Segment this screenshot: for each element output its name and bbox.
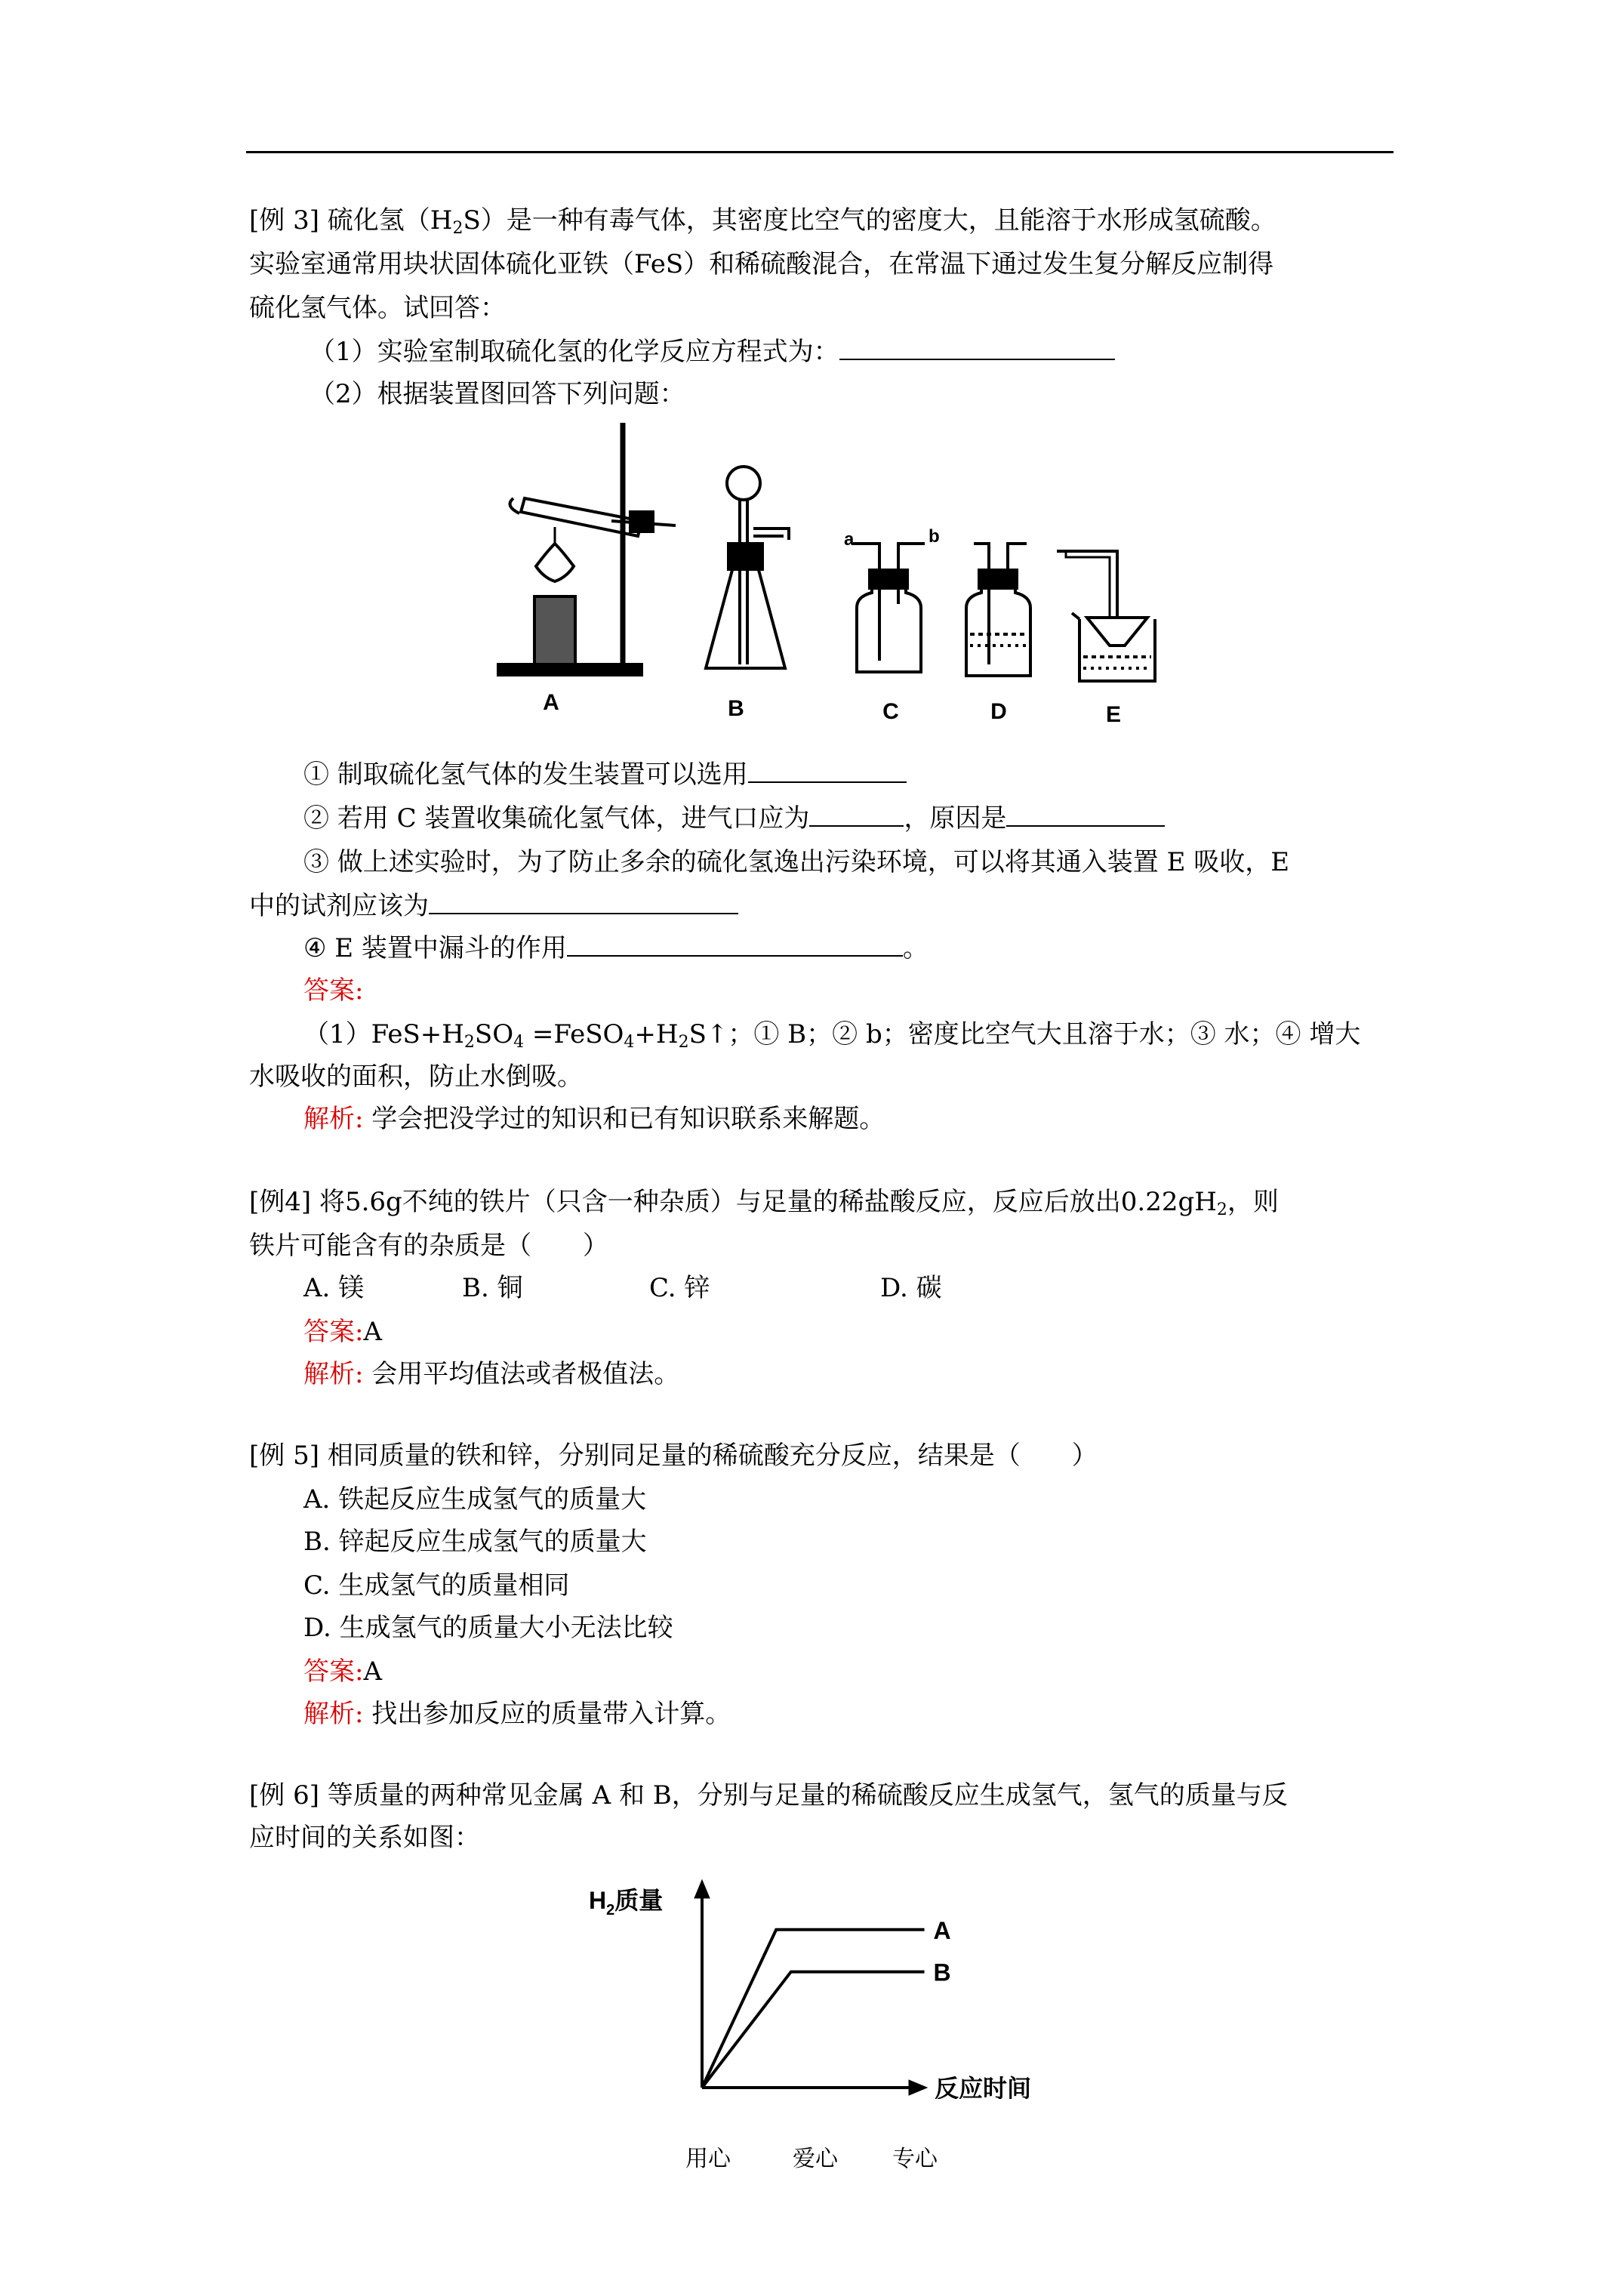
ex6-line2: 应时间的关系如图： xyxy=(249,1823,480,1853)
label-D: D xyxy=(990,699,1007,724)
ex4-option-a[interactable]: A. 镁 xyxy=(303,1273,365,1303)
ex3-s3-cont xyxy=(249,889,738,923)
ex3-q2: （2）根据装置图回答下列问题： xyxy=(310,379,685,409)
footer-item-3: 专心 xyxy=(892,2146,938,2172)
y-axis-label: $H_2$质量 xyxy=(589,1887,664,1918)
analysis-text: 会用平均值法或者极值法。 xyxy=(371,1359,680,1389)
ans-sub: 2 xyxy=(678,1033,689,1052)
h2-mass-chart xyxy=(574,1872,1102,2099)
ex3-answer-label: 答案: xyxy=(303,975,364,1006)
ex4-line2: 铁片可能含有的杂质是（ ） xyxy=(249,1231,608,1261)
analysis-text: 找出参加反应的质量带入计算。 xyxy=(371,1699,731,1729)
ex3-answer-line2: 水吸收的面积，防止水倒吸。 xyxy=(249,1062,583,1092)
ex4-option-b[interactable]: B. 铜 xyxy=(462,1273,523,1303)
ex4-text: [例4] 将5.6g不纯的铁片（只含一种杂质）与足量的稀盐酸反应，反应后放出0.22gH xyxy=(249,1187,1217,1217)
ex3-sub: 2 xyxy=(452,219,463,238)
ex3-line3: 硫化氢气体。试回答： xyxy=(249,293,506,323)
footer-item-1: 用心 xyxy=(685,2146,731,2172)
answer-blank[interactable] xyxy=(429,890,738,914)
ex4-line1 xyxy=(249,1185,1279,1219)
port-a: a xyxy=(844,529,855,550)
ex3-q1-text: （1）实验室制取硫化氢的化学反应方程式为： xyxy=(310,337,839,367)
ex3-q1 xyxy=(310,335,1115,368)
series-label-A: A xyxy=(933,1916,951,1944)
ans-text: （1）FeS+H xyxy=(303,1019,464,1049)
answer-blank[interactable] xyxy=(809,803,904,827)
ex4-answer xyxy=(303,1315,382,1348)
x-axis-label: 反应时间 xyxy=(935,2075,1032,2099)
series-label-B: B xyxy=(933,1959,951,1986)
series-line-A xyxy=(702,1930,925,2088)
ex3-s1-text: ① 制取硫化氢气体的发生装置可以选用 xyxy=(303,760,748,790)
analysis-label: 解析: xyxy=(303,1104,364,1134)
label-B: B xyxy=(728,696,744,721)
x-axis-arrow xyxy=(909,2080,927,2095)
ans-text: SO xyxy=(474,1019,514,1049)
ex3-s2-text: ② 若用 C 装置收集硫化氢气体，进气口应为 xyxy=(303,803,810,834)
ex3-s4 xyxy=(303,932,929,965)
ex3-s1 xyxy=(303,758,907,791)
ex5-option-c[interactable]: C. 生成氢气的质量相同 xyxy=(303,1570,570,1601)
apparatus-C xyxy=(853,544,925,672)
ex3-analysis xyxy=(303,1102,885,1136)
ex3-line1 xyxy=(249,204,1277,237)
apparatus-B xyxy=(706,467,789,668)
ex3-head: [例 3] xyxy=(249,205,319,236)
answer-blank[interactable] xyxy=(748,759,907,783)
ex3-s3: ③ 做上述实验时，为了防止多余的硫化氢逸出污染环境，可以将其通入装置 E 吸收，E xyxy=(303,847,1290,877)
label-A: A xyxy=(543,690,559,715)
apparatus-figure xyxy=(483,415,1163,732)
ex3-answer-line1 xyxy=(303,1018,1360,1051)
analysis-label: 解析: xyxy=(303,1699,364,1729)
ans-text: +H xyxy=(634,1019,679,1049)
analysis-label: 解析: xyxy=(303,1359,364,1389)
port-b: b xyxy=(929,526,940,547)
ans-sub: 4 xyxy=(513,1033,525,1052)
answer-label: 答案: xyxy=(303,1657,364,1687)
ex4-analysis xyxy=(303,1358,679,1391)
answer-value: A xyxy=(363,1657,383,1687)
ans-text: =FeSO xyxy=(524,1019,624,1049)
answer-label: 答案: xyxy=(303,1317,364,1347)
ex3-s2-text: ，原因是 xyxy=(904,803,1007,834)
apparatus-A xyxy=(498,423,676,675)
ex3-line2: 实验室通常用块状固体硫化亚铁（FeS）和稀硫酸混合，在常温下通过发生复分解反应制得 xyxy=(249,249,1274,279)
ex5-option-a[interactable]: A. 铁起反应生成氢气的质量大 xyxy=(303,1484,647,1515)
series-line-B xyxy=(702,1972,925,2088)
ans-sub: 2 xyxy=(463,1033,475,1052)
apparatus-D xyxy=(966,544,1030,676)
ex5-option-b[interactable]: B. 锌起反应生成氢气的质量大 xyxy=(303,1527,647,1557)
footer-item-2: 爱心 xyxy=(793,2146,838,2172)
answer-blank[interactable] xyxy=(1006,803,1165,827)
answer-blank[interactable] xyxy=(567,932,903,957)
ex3-text: 硫化氢（H xyxy=(327,205,453,236)
ex4-text: ，则 xyxy=(1227,1187,1279,1217)
label-C: C xyxy=(882,699,899,724)
label-E: E xyxy=(1105,702,1122,727)
ex3-s4-end: 。 xyxy=(902,933,929,963)
ex5-option-d[interactable]: D. 生成氢气的质量大小无法比较 xyxy=(303,1613,673,1643)
apparatus-E xyxy=(1057,551,1155,681)
ex4-option-d[interactable]: D. 碳 xyxy=(880,1273,942,1303)
ex3-text: S）是一种有毒气体，其密度比空气的密度大，且能溶于水形成氢硫酸。 xyxy=(463,205,1277,236)
ex3-s4-text: ④ E 装置中漏斗的作用 xyxy=(303,933,567,963)
ex4-sub: 2 xyxy=(1216,1200,1227,1219)
ex3-s2 xyxy=(303,802,1165,835)
analysis-text: 学会把没学过的知识和已有知识联系来解题。 xyxy=(371,1104,885,1134)
header-rule xyxy=(246,151,1394,153)
ans-sub: 4 xyxy=(624,1033,635,1052)
answer-value: A xyxy=(363,1317,383,1347)
ex5-answer xyxy=(303,1655,382,1688)
answer-blank[interactable] xyxy=(839,336,1115,360)
ex4-option-c[interactable]: C. 锌 xyxy=(649,1273,710,1303)
y-axis-arrow xyxy=(694,1880,710,1898)
ex3-s3-text: 中的试剂应该为 xyxy=(249,891,429,921)
ans-text: S↑；① B；② b；密度比空气大且溶于水；③ 水；④ 增大 xyxy=(688,1019,1361,1049)
ex5-analysis xyxy=(303,1697,731,1730)
ex5-line1: [例 5] 相同质量的铁和锌，分别同足量的稀硫酸充分反应，结果是（ ） xyxy=(249,1441,1098,1471)
ex6-line1: [例 6] 等质量的两种常见金属 A 和 B，分别与足量的稀硫酸反应生成氢气，氢气的质量与反 xyxy=(249,1780,1288,1811)
